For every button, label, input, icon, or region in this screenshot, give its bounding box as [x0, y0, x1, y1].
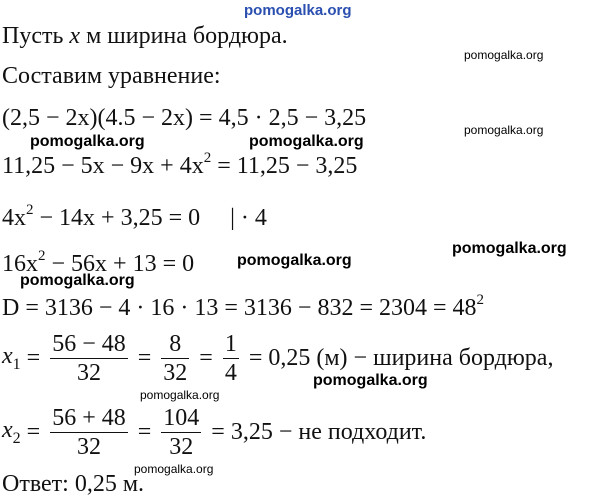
text: − 14x + 3,25 = 0 | · 4	[33, 205, 267, 231]
fraction	[161, 330, 189, 387]
numerator: 56 − 48	[52, 331, 126, 357]
equals: =	[20, 419, 47, 445]
fraction	[50, 330, 128, 387]
numerator: 56 + 48	[52, 405, 126, 431]
variable: x	[2, 417, 13, 444]
exponent: 2	[26, 202, 34, 218]
text: Пусть	[2, 23, 70, 49]
watermark: pomogalka.org	[134, 462, 214, 476]
subscript: 1	[12, 355, 21, 373]
equals: =	[20, 345, 47, 371]
watermark: pomogalka.org	[249, 133, 364, 150]
numerator: 1	[224, 331, 237, 357]
line-3: (2,5 − 2x)(4.5 − 2x) = 4,5 · 2,5 − 3,25	[2, 105, 367, 131]
exponent: 2	[38, 248, 46, 264]
denominator: 32	[50, 432, 128, 461]
line-6	[2, 244, 194, 278]
text: 11,25 − 5x − 9x + 4x	[2, 153, 204, 179]
denominator: 32	[50, 358, 128, 387]
text: = 0,25 (м) − ширина бордюра,	[242, 345, 554, 371]
watermark: pomogalka.org	[30, 133, 145, 150]
line-8	[2, 330, 553, 387]
line-9	[2, 404, 426, 461]
watermark-top: pomogalka.org	[244, 2, 352, 19]
variable: x	[2, 343, 13, 370]
watermark: pomogalka.org	[313, 372, 428, 389]
watermark: pomogalka.org	[464, 123, 544, 137]
exponent: 2	[203, 150, 212, 166]
watermark: pomogalka.org	[20, 272, 135, 289]
watermark: pomogalka.org	[452, 240, 567, 257]
denominator: 32	[163, 360, 188, 386]
text: = 3,25 − не подходит.	[205, 419, 427, 445]
text: 16x	[2, 251, 38, 277]
line-1	[2, 22, 288, 50]
text: = 11,25 − 3,25	[211, 153, 358, 179]
watermark: pomogalka.org	[140, 388, 220, 402]
equals: =	[131, 345, 158, 371]
line-5	[2, 198, 267, 232]
variable: x	[69, 23, 81, 49]
line-10: Ответ: 0,25 м.	[2, 471, 145, 497]
fraction	[161, 404, 201, 461]
exponent: 2	[476, 292, 485, 308]
text: D = 3136 − 4 · 16 · 13 = 3136 − 832 = 2304 = 48	[2, 295, 477, 321]
fraction	[50, 404, 128, 461]
watermark: pomogalka.org	[464, 48, 544, 62]
text: − 56x + 13 = 0	[45, 251, 195, 277]
numerator: 104	[163, 405, 200, 431]
fraction	[223, 330, 239, 387]
text: 4x	[2, 205, 26, 231]
line-7	[2, 288, 484, 322]
equals: =	[131, 419, 158, 445]
line-2: Составим уравнение:	[2, 63, 221, 89]
equals: =	[193, 345, 219, 371]
denominator: 4	[224, 360, 237, 386]
denominator: 32	[161, 432, 201, 461]
line-4	[2, 146, 357, 180]
watermark: pomogalka.org	[237, 252, 352, 269]
subscript: 2	[12, 429, 21, 447]
text: м ширина бордюра.	[80, 23, 288, 49]
numerator: 8	[169, 331, 182, 357]
